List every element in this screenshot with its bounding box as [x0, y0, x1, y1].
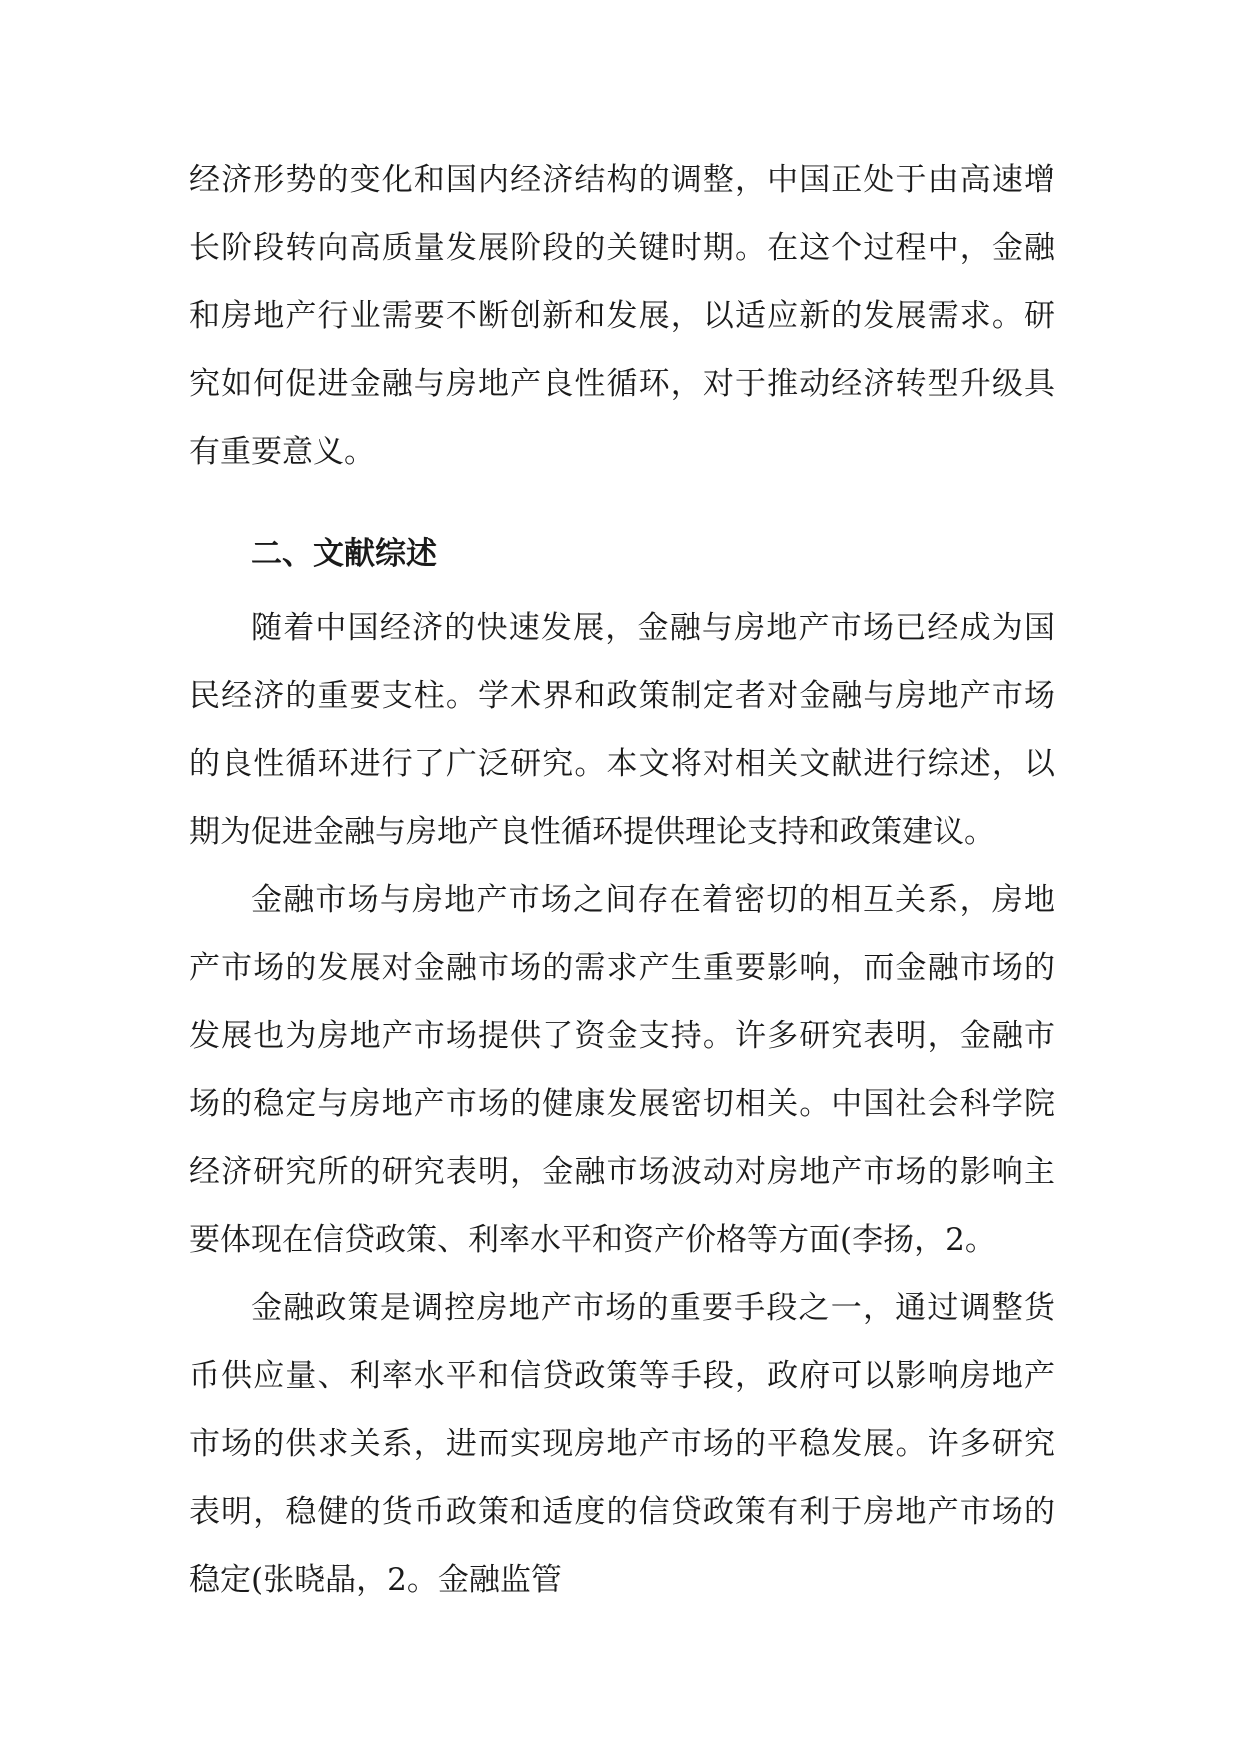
body-paragraph-2: 金融市场与房地产市场之间存在着密切的相互关系，房地产市场的发展对金融市场的需求产生重要影响，而金融市场的发展也为房地产市场提供了资金支持。许多研究表明，金融市场的稳定与房地产市场的健康发展密切相关。中国社会科学院经济研究所的研究表明，金融市场波动对房地产市场的影响主要体现在信贷政策、利率水平和资产价格等方面(李扬，2。: [189, 882, 1055, 1258]
section-heading: 二、文献综述: [251, 536, 437, 572]
body-paragraph-3: 金融政策是调控房地产市场的重要手段之一，通过调整货币供应量、利率水平和信贷政策等手段，政府可以影响房地产市场的供求关系，进而实现房地产市场的平稳发展。许多研究表明，稳健的货币政策和适度的信贷政策有利于房地产市场的稳定(张晓晶，2。金融监管: [189, 1290, 1055, 1598]
document-page: [189, 146, 1055, 1614]
body-paragraph-1: 随着中国经济的快速发展，金融与房地产市场已经成为国民经济的重要支柱。学术界和政策制定者对金融与房地产市场的良性循环进行了广泛研究。本文将对相关文献进行综述，以期为促进金融与房地产良性循环提供理论支持和政策建议。: [189, 610, 1055, 850]
intro-paragraph: 经济形势的变化和国内经济结构的调整，中国正处于由高速增长阶段转向高质量发展阶段的关键时期。在这个过程中，金融和房地产行业需要不断创新和发展，以适应新的发展需求。研究如何促进金融与房地产良性循环，对于推动经济转型升级具有重要意义。: [189, 162, 1055, 470]
